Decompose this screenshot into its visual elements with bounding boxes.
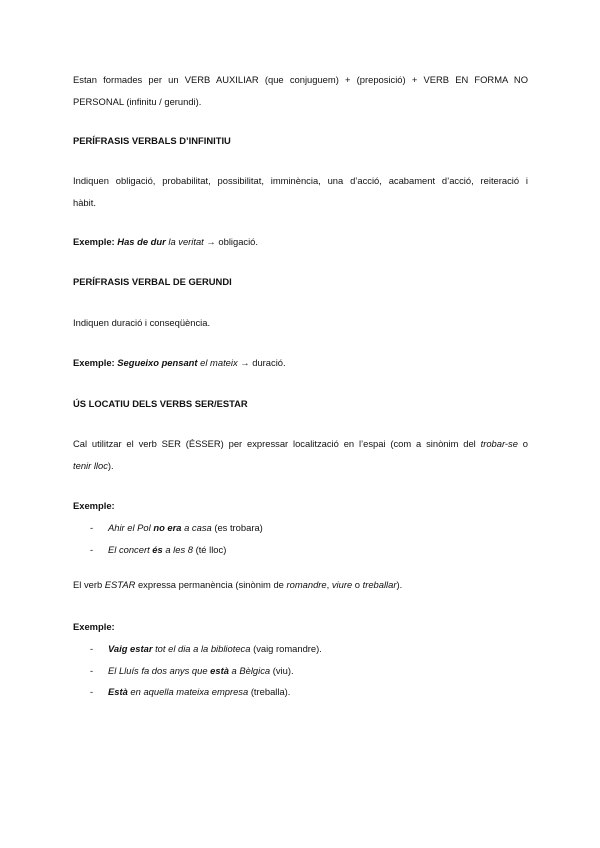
infinitiu-heading-block (73, 130, 528, 152)
example-subject: El concert (108, 543, 150, 555)
list-dash: - (90, 686, 94, 697)
example-place: a casa (184, 522, 212, 533)
list-dash: - (90, 664, 94, 676)
estar-paragraph (73, 574, 528, 596)
locatiu-heading-block (73, 393, 528, 415)
example-label: Exemple: (73, 500, 115, 511)
example-object: la veritat (168, 236, 204, 247)
example-complement: en aquella mateixa empresa (130, 686, 249, 697)
example-label: Exemple: (73, 357, 115, 368)
gerundi-heading: PERÍFRASIS VERBAL DE GERUNDI (73, 276, 232, 287)
example-verb: Has de dur (117, 236, 166, 247)
infinitiu-heading: PERÍFRASIS VERBALS D’INFINITIU (73, 135, 231, 146)
ser-example-list (73, 517, 528, 560)
estar-text-start: El verb (73, 579, 103, 590)
intro-line-2: PERSONAL (infinitu / gerundi). (73, 96, 202, 107)
example-gloss: (es trobara) (214, 522, 263, 533)
intro-line-1: Estan formades per un VERB AUXILIAR (que conjuguem) + (preposició) + VERB EN FORMA NO (73, 74, 528, 85)
ser-examples (73, 495, 528, 560)
list-dash: - (90, 643, 94, 654)
example-label: Exemple: (73, 236, 115, 247)
list-item (73, 517, 528, 539)
estar-end: ). (396, 579, 403, 590)
estar-term: ESTAR (104, 579, 136, 590)
gerundi-heading-block (73, 271, 528, 293)
estar-sep-1: , (326, 579, 330, 590)
list-item (73, 660, 528, 682)
estar-synonym-3: treballar (362, 579, 397, 590)
example-verb: no era (153, 522, 182, 533)
example-object: el mateix (200, 357, 238, 368)
list-dash: - (90, 543, 94, 555)
example-time: a les 8 (165, 543, 193, 555)
list-item (73, 681, 528, 703)
list-item (73, 539, 528, 561)
ser-term-1: trobar-se (480, 438, 518, 449)
example-verb: Segueixo pensant (117, 357, 198, 368)
example-place: a Bèlgica (231, 664, 271, 676)
example-subject: Ahir el Pol (108, 522, 151, 533)
list-item (73, 638, 528, 660)
example-gloss: (vaig romandre). (253, 643, 322, 654)
ser-or: o (522, 438, 529, 449)
estar-text-mid: expressa permanència (sinònim de (137, 579, 284, 590)
intro-paragraph (73, 69, 528, 113)
ser-term-2: tenir lloc (73, 460, 108, 471)
gerundi-description (73, 312, 528, 334)
example-verb: és (152, 543, 163, 555)
example-verb: Està (108, 686, 128, 697)
ser-text: Cal utilitzar el verb SER (ÉSSER) per expressar localització en l’espai (com a sinònim del (73, 438, 476, 449)
example-result: → duració. (240, 357, 286, 368)
example-complement: tot el dia a la biblioteca (155, 643, 251, 654)
gerundi-example (73, 352, 528, 374)
example-verb: està (210, 664, 229, 676)
example-gloss: (té lloc) (195, 543, 227, 555)
estar-synonym-2: viure (331, 579, 353, 590)
estar-example-list (73, 638, 528, 703)
list-dash: - (90, 522, 94, 533)
estar-synonym-1: romandre (286, 579, 327, 590)
example-subject: El Lluís fa dos anys que (108, 664, 208, 676)
infinitiu-description (73, 170, 528, 214)
estar-examples (73, 616, 528, 703)
infinitiu-desc-line-1: Indiquen obligació, probabilitat, possibilitat, imminència, una d’acció, acabament d’acció, reiteració i (73, 175, 528, 186)
example-verb: Vaig estar (108, 643, 153, 654)
example-gloss: (treballa). (250, 686, 291, 697)
example-result: → obligació. (206, 236, 258, 247)
ser-end: ). (107, 460, 114, 471)
infinitiu-desc-line-2: hàbit. (73, 197, 96, 208)
gerundi-desc: Indiquen duració i conseqüència. (73, 317, 211, 328)
locatiu-heading: ÚS LOCATIU DELS VERBS SER/ESTAR (73, 398, 248, 409)
example-gloss: (viu). (272, 664, 294, 676)
estar-sep-2: o (354, 579, 360, 590)
example-label: Exemple: (73, 621, 115, 632)
infinitiu-example (73, 231, 528, 253)
ser-paragraph (73, 433, 528, 477)
